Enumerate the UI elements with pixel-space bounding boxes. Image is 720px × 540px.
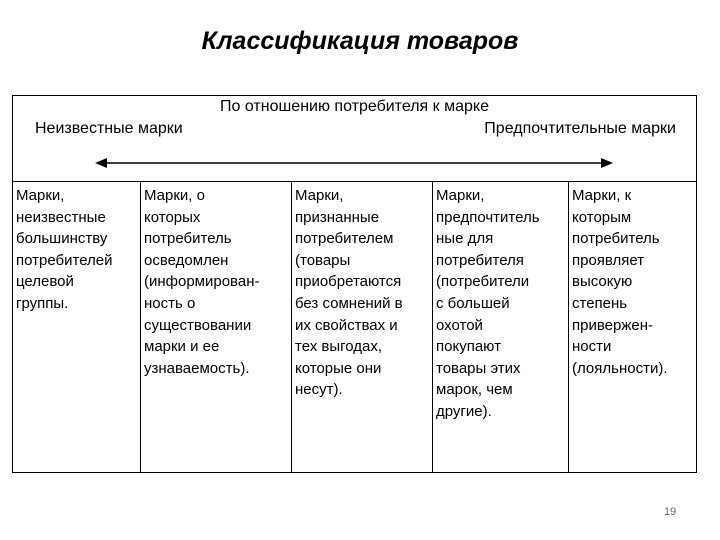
brand-categories-table [12, 181, 697, 473]
category-cell-aware: Марки, о которых потребитель осведомлен (информирован- ность о существовании марки и ее узнаваемость). [141, 182, 292, 472]
category-cell-unknown: Марки, неизвестные большинству потребителей целевой группы. [13, 182, 141, 472]
page-number: 19 [664, 506, 677, 518]
scale-header-box [12, 95, 697, 182]
category-cell-recognized: Марки, признанные потребителем (товары приобретаются без сомнений в их свойствах и тех выгодах, которые они несут). [292, 182, 433, 472]
category-cell-loyal: Марки, к которым потребитель проявляет высокую степень привержен- ности (лояльности). [572, 187, 668, 377]
double-arrow-icon [95, 156, 613, 170]
classification-criterion: По отношению потребителя к марке [220, 98, 489, 115]
scale-left-label: Неизвестные марки [35, 120, 183, 137]
slide-title: Классификация товаров [201, 27, 519, 55]
category-cell-preferred: Марки, предпочтитель ные для потребителя (потребители с большей охотой покупают товары этих марок, чем другие). [433, 182, 569, 472]
scale-right-label: Предпочтительные марки [484, 120, 676, 137]
